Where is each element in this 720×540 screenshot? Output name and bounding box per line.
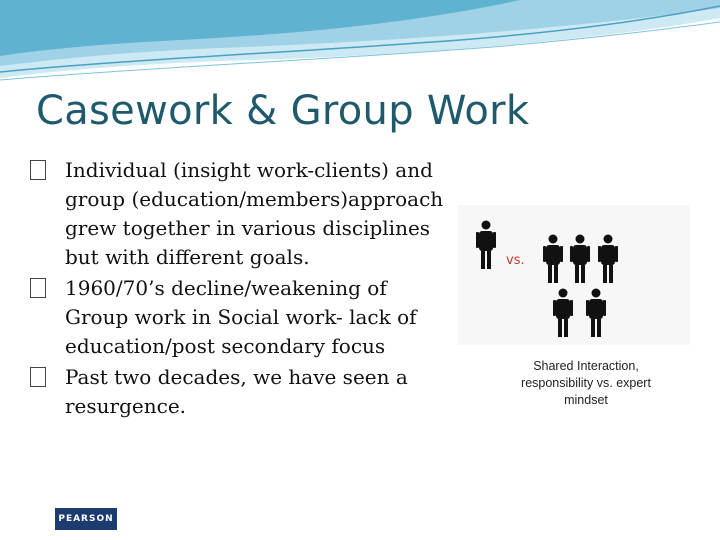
figure-caption: Shared Interaction, responsibility vs. expert mindset <box>521 359 651 407</box>
missing-glyph-icon <box>30 278 46 298</box>
bullet-text: 1960/70’s decline/weakening of Group work in Social work- lack of education/post secondary focus <box>65 276 417 358</box>
missing-glyph-icon <box>30 160 46 180</box>
bullet-list <box>30 156 445 423</box>
group-of-people-icon <box>543 235 618 338</box>
missing-glyph-icon <box>30 367 46 387</box>
individual-vs-group-figure <box>458 205 690 345</box>
bullet-text: Past two decades, we have seen a resurgence. <box>65 365 408 418</box>
bullet-item <box>30 274 445 361</box>
bullet-item <box>30 156 445 272</box>
header-wave-decoration <box>0 0 720 90</box>
bullet-item <box>30 363 445 421</box>
footer <box>0 498 720 540</box>
vs-label: vs. <box>506 253 525 268</box>
people-illustration <box>458 205 690 345</box>
pearson-logo: PEARSON <box>55 508 117 530</box>
bullet-text: Individual (insight work-clients) and group (education/members)approach grew together in various disciplines but with different goals. <box>65 158 444 269</box>
slide-title: Casework & Group Work <box>36 88 530 134</box>
person-icon <box>476 221 496 270</box>
